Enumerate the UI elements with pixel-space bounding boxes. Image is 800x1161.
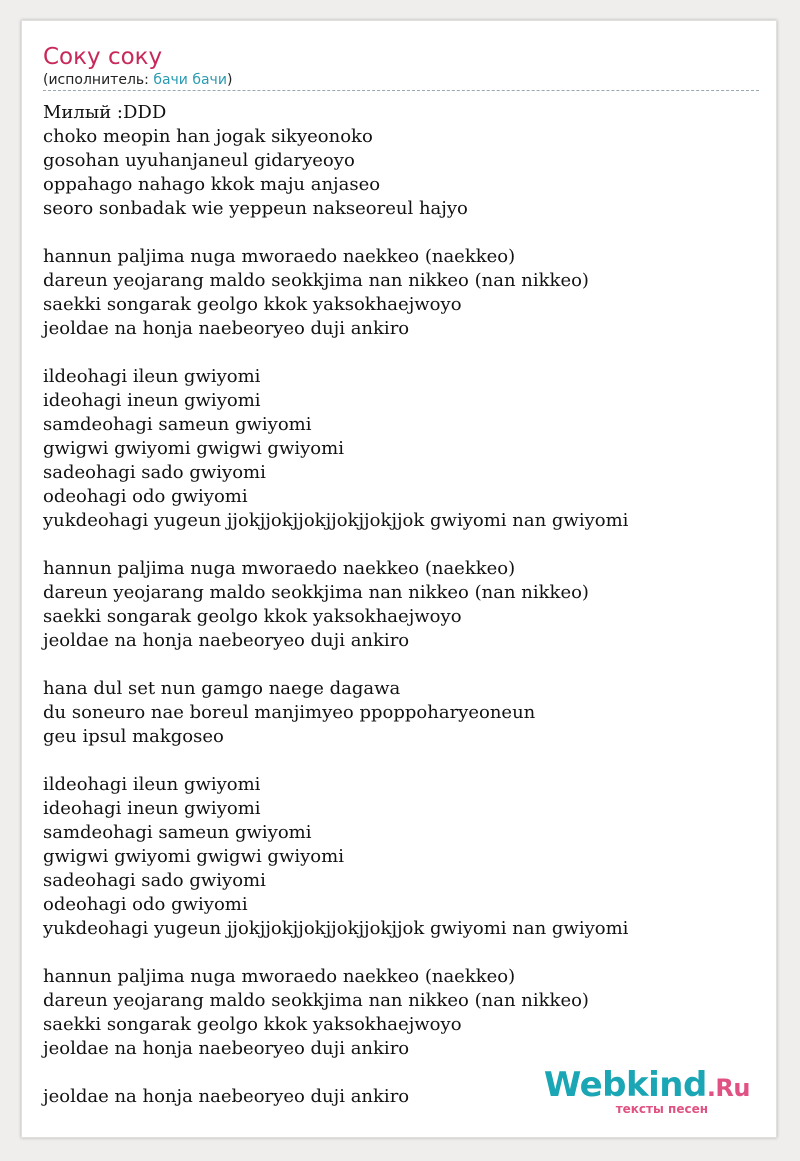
lyrics-line: oppahago nahago kkok maju anjaseo — [43, 174, 381, 195]
lyrics-line: saekki songarak geolgo kkok yaksokhaejwoyo — [43, 294, 462, 315]
lyrics-line: jeoldae na honja naebeoryeo duji ankiro — [43, 1038, 410, 1059]
artist-prefix: (исполнитель: — [43, 72, 154, 88]
lyrics-line: yukdeohagi yugeun jjokjjokjjokjjokjjokjjok gwiyomi nan gwiyomi — [43, 918, 629, 939]
lyrics-line: ideohagi ineun gwiyomi — [43, 390, 261, 411]
logo-brand: Webkind — [543, 1065, 707, 1105]
lyrics-line: Милый :DDD — [43, 102, 167, 123]
logo-wordmark — [543, 1065, 750, 1105]
lyrics-line: gwigwi gwiyomi gwigwi gwiyomi — [43, 846, 344, 867]
artist-line — [43, 71, 232, 89]
lyrics-line: geu ipsul makgoseo — [43, 726, 224, 747]
lyrics-line: yukdeohagi yugeun jjokjjokjjokjjokjjokjjok gwiyomi nan gwiyomi — [43, 510, 629, 531]
lyrics-stanza — [43, 101, 763, 221]
lyrics-line: odeohagi odo gwiyomi — [43, 894, 248, 915]
artist-link[interactable]: бачи бачи — [153, 72, 227, 88]
lyrics-line: hannun paljima nuga mworaedo naekkeo (naekkeo) — [43, 246, 516, 267]
artist-suffix: ) — [226, 72, 233, 88]
lyrics-stanza — [43, 365, 763, 533]
lyrics-line: sadeohagi sado gwiyomi — [43, 462, 266, 483]
lyrics-line: gosohan uyuhanjaneul gidaryeoyo — [43, 150, 355, 171]
lyrics-line: dareun yeojarang maldo seokkjima nan nikkeo (nan nikkeo) — [43, 270, 589, 291]
site-logo[interactable] — [543, 1065, 750, 1116]
lyrics-line: ildeohagi ileun gwiyomi — [43, 774, 261, 795]
lyrics-stanza — [43, 245, 763, 341]
lyrics-stanza — [43, 557, 763, 653]
lyrics-line: hana dul set nun gamgo naege dagawa — [43, 678, 401, 699]
lyrics-line: du soneuro nae boreul manjimyeo ppoppoharyeoneun — [43, 702, 536, 723]
lyrics-text — [43, 101, 763, 1109]
lyrics-line: choko meopin han jogak sikyeonoko — [43, 126, 373, 147]
lyrics-line: jeoldae na honja naebeoryeo duji ankiro — [43, 630, 410, 651]
title-divider — [43, 90, 759, 91]
lyrics-line: hannun paljima nuga mworaedo naekkeo (naekkeo) — [43, 966, 516, 987]
lyrics-line: sadeohagi sado gwiyomi — [43, 870, 266, 891]
lyrics-line: gwigwi gwiyomi gwigwi gwiyomi — [43, 438, 344, 459]
lyrics-line: seoro sonbadak wie yeppeun nakseoreul hajyo — [43, 198, 468, 219]
lyrics-line: jeoldae na honja naebeoryeo duji ankiro — [43, 1086, 410, 1107]
lyrics-stanza — [43, 773, 763, 941]
lyrics-stanza — [43, 677, 763, 749]
lyrics-line: saekki songarak geolgo kkok yaksokhaejwoyo — [43, 606, 462, 627]
logo-tagline: тексты песен — [615, 1102, 708, 1116]
lyrics-card — [21, 20, 777, 1138]
lyrics-line: samdeohagi sameun gwiyomi — [43, 414, 312, 435]
song-title: Соку соку — [43, 44, 163, 70]
lyrics-stanza — [43, 965, 763, 1061]
lyrics-line: ildeohagi ileun gwiyomi — [43, 366, 261, 387]
lyrics-line: ideohagi ineun gwiyomi — [43, 798, 261, 819]
logo-tld: .Ru — [706, 1074, 750, 1102]
lyrics-line: samdeohagi sameun gwiyomi — [43, 822, 312, 843]
lyrics-line: dareun yeojarang maldo seokkjima nan nikkeo (nan nikkeo) — [43, 582, 589, 603]
lyrics-line: dareun yeojarang maldo seokkjima nan nikkeo (nan nikkeo) — [43, 990, 589, 1011]
lyrics-line: hannun paljima nuga mworaedo naekkeo (naekkeo) — [43, 558, 516, 579]
lyrics-line: odeohagi odo gwiyomi — [43, 486, 248, 507]
lyrics-line: jeoldae na honja naebeoryeo duji ankiro — [43, 318, 410, 339]
lyrics-line: saekki songarak geolgo kkok yaksokhaejwoyo — [43, 1014, 462, 1035]
